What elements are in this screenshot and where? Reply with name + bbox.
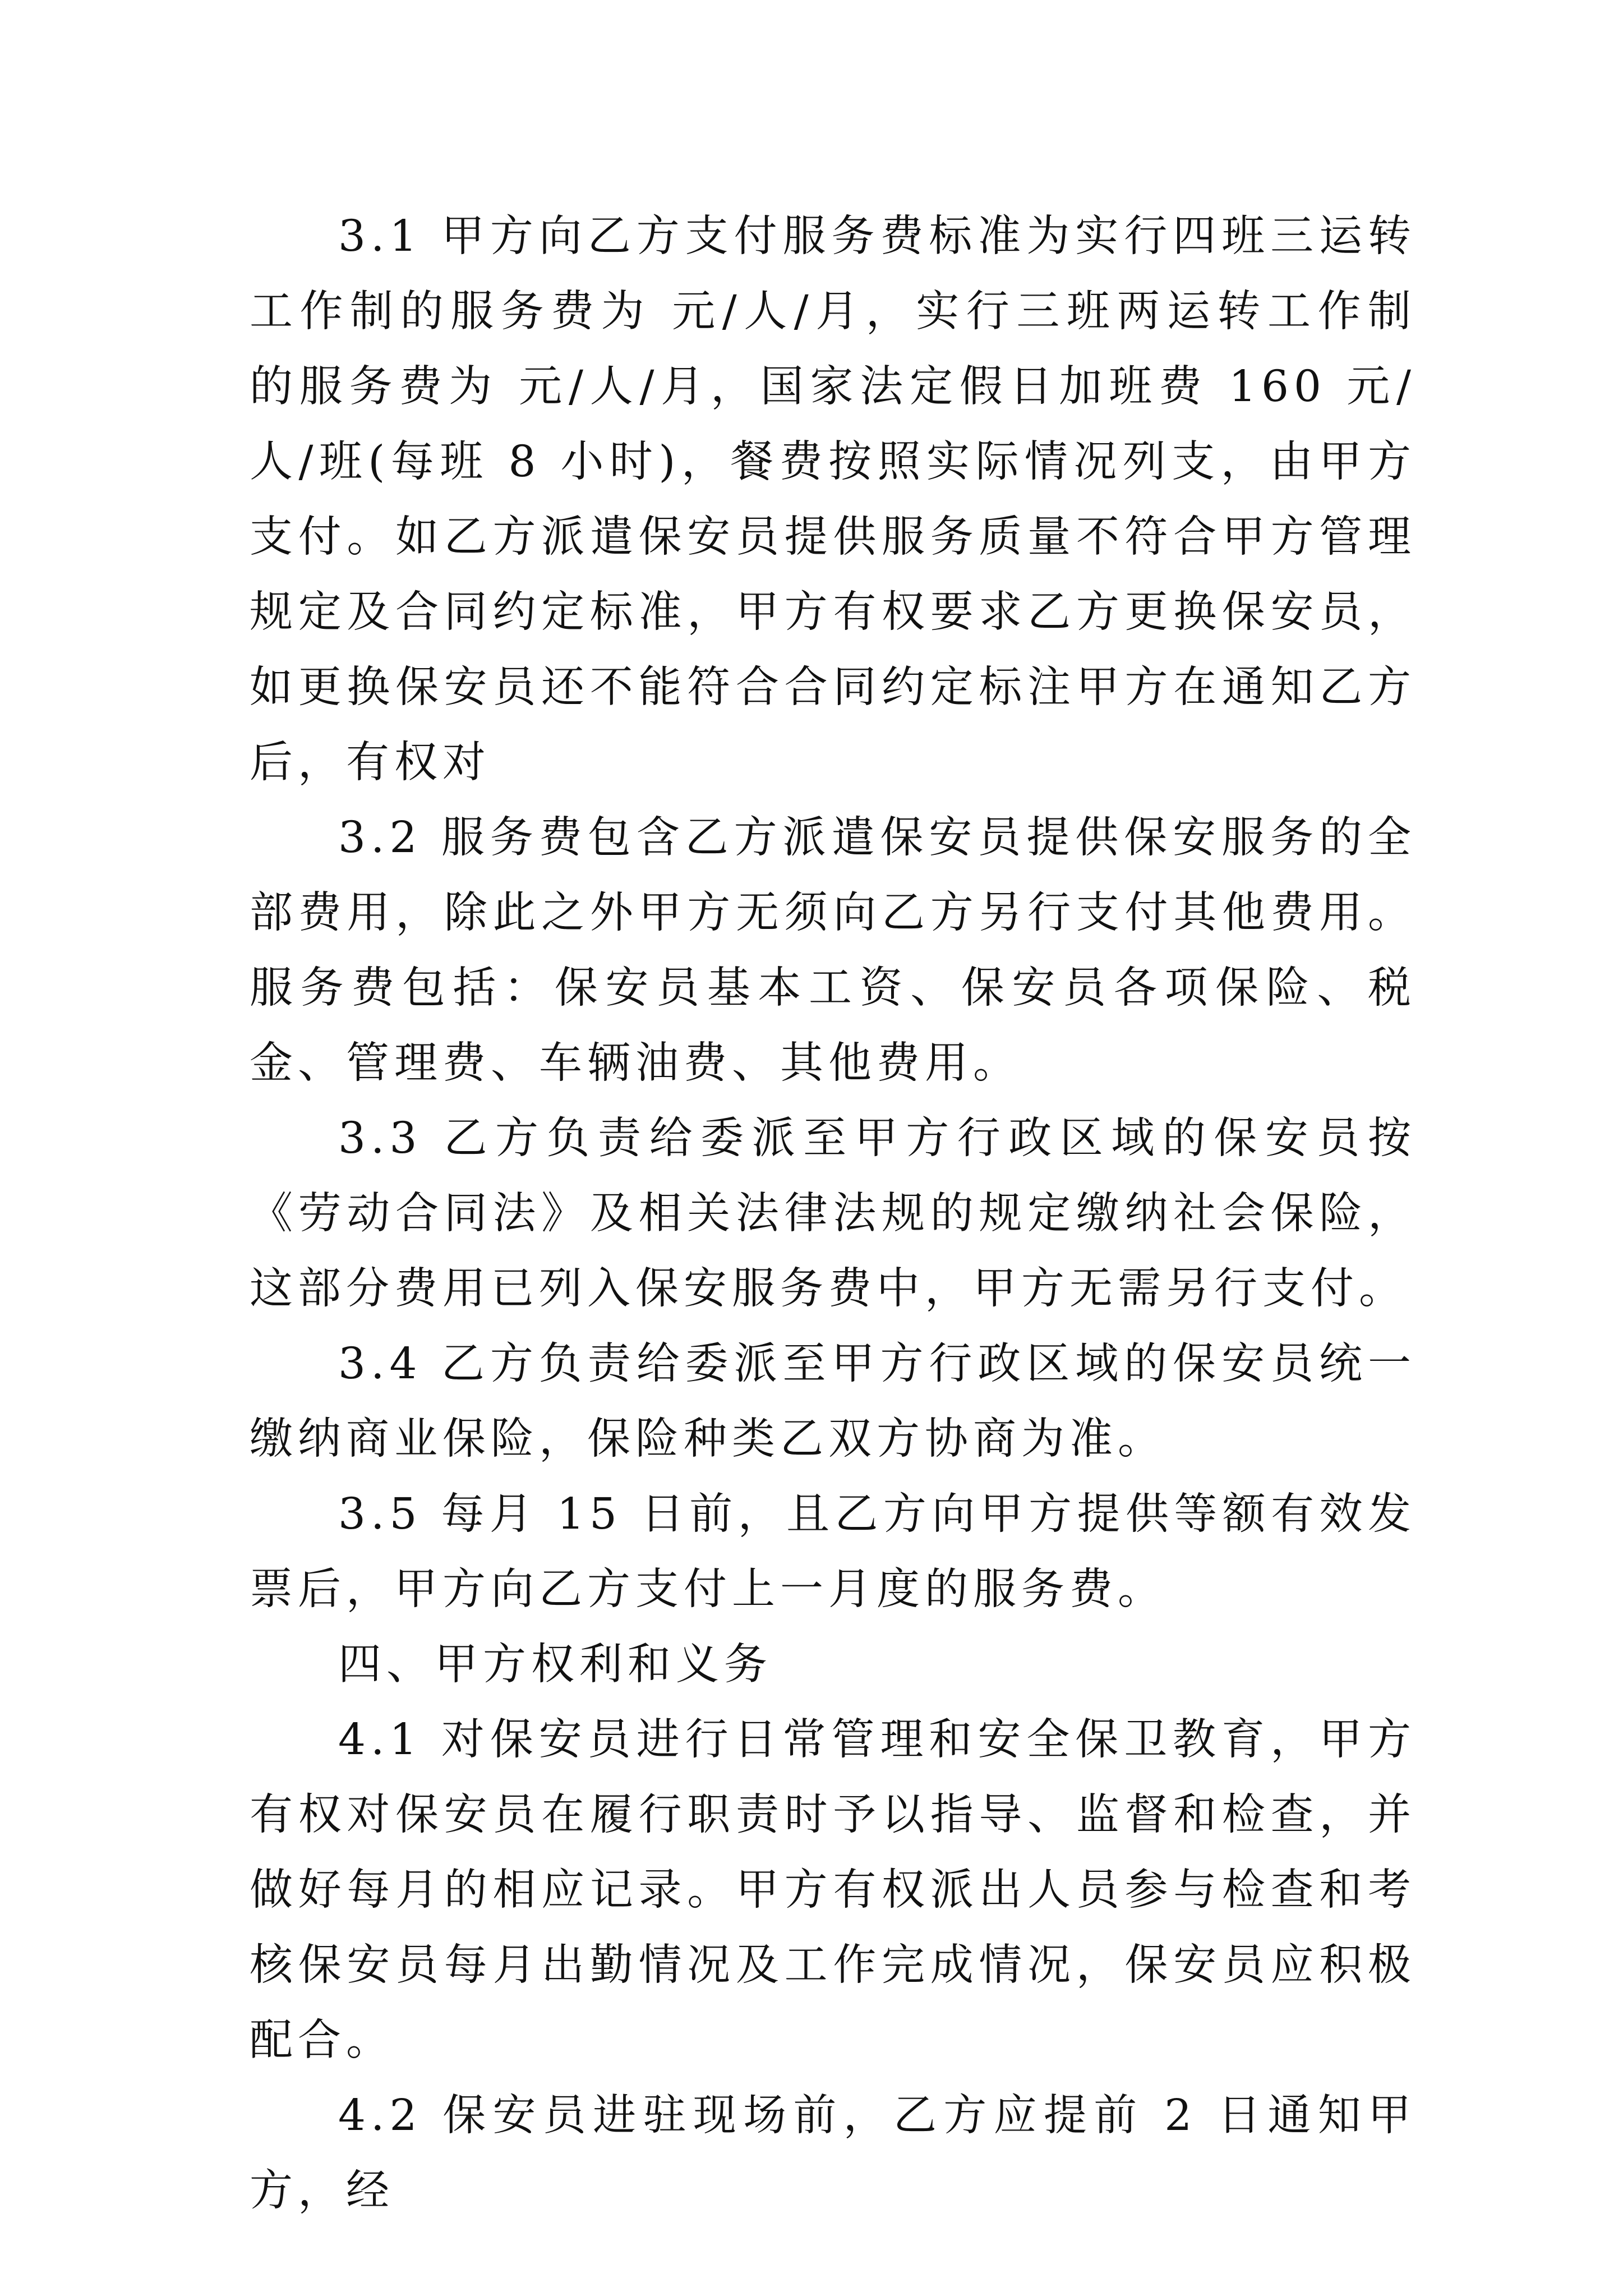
document-body (250, 199, 1416, 2229)
clause-4-1: 4.1 对保安员进行日常管理和安全保卫教育，甲方有权对保安员在履行职责时予以指导、监督和检查，并做好每月的相应记录。甲方有权派出人员参与检查和考核保安员每月出勤情况及工作完成情况，保安员应积极配合。 (250, 1715, 1416, 2065)
clause-3-5: 3.5 每月 15 日前，且乙方向甲方提供等额有效发票后，甲方向乙方支付上一月度的服务费。 (250, 1489, 1416, 1614)
section-4-heading: 四、甲方权利和义务 (338, 1640, 772, 1690)
clause-3-2: 3.2 服务费包含乙方派遣保安员提供保安服务的全部费用，除此之外甲方无须向乙方另行支付其他费用。服务费包括：保安员基本工资、保安员各项保险、税金、管理费、车辆油费、其他费用。 (250, 813, 1416, 1088)
clause-3-3: 3.3 乙方负责给委派至甲方行政区域的保安员按《劳动合同法》及相关法律法规的规定缴纳社会保险，这部分费用已列入保安服务费中，甲方无需另行支付。 (250, 1114, 1416, 1314)
clause-3-4: 3.4 乙方负责给委派至甲方行政区域的保安员统一缴纳商业保险，保险种类乙双方协商为准。 (250, 1339, 1416, 1464)
clause-3-1: 3.1 甲方向乙方支付服务费标准为实行四班三运转工作制的服务费为 元/人/月，实行三班两运转工作制的服务费为 元/人/月，国家法定假日加班费 160 元/人/班(每班 8 小时)，餐费按照实际情况列支，由甲方支付。如乙方派遣保安员提供服务质量不符合甲方管理规定及合同约定标准，甲方有权要求乙方更换保安员，如更换保安员还不能符合合同约定标注甲方在通知乙方后，有权对 (250, 211, 1416, 788)
clause-4-2: 4.2 保安员进驻现场前，乙方应提前 2 日通知甲方，经 (250, 2091, 1416, 2216)
